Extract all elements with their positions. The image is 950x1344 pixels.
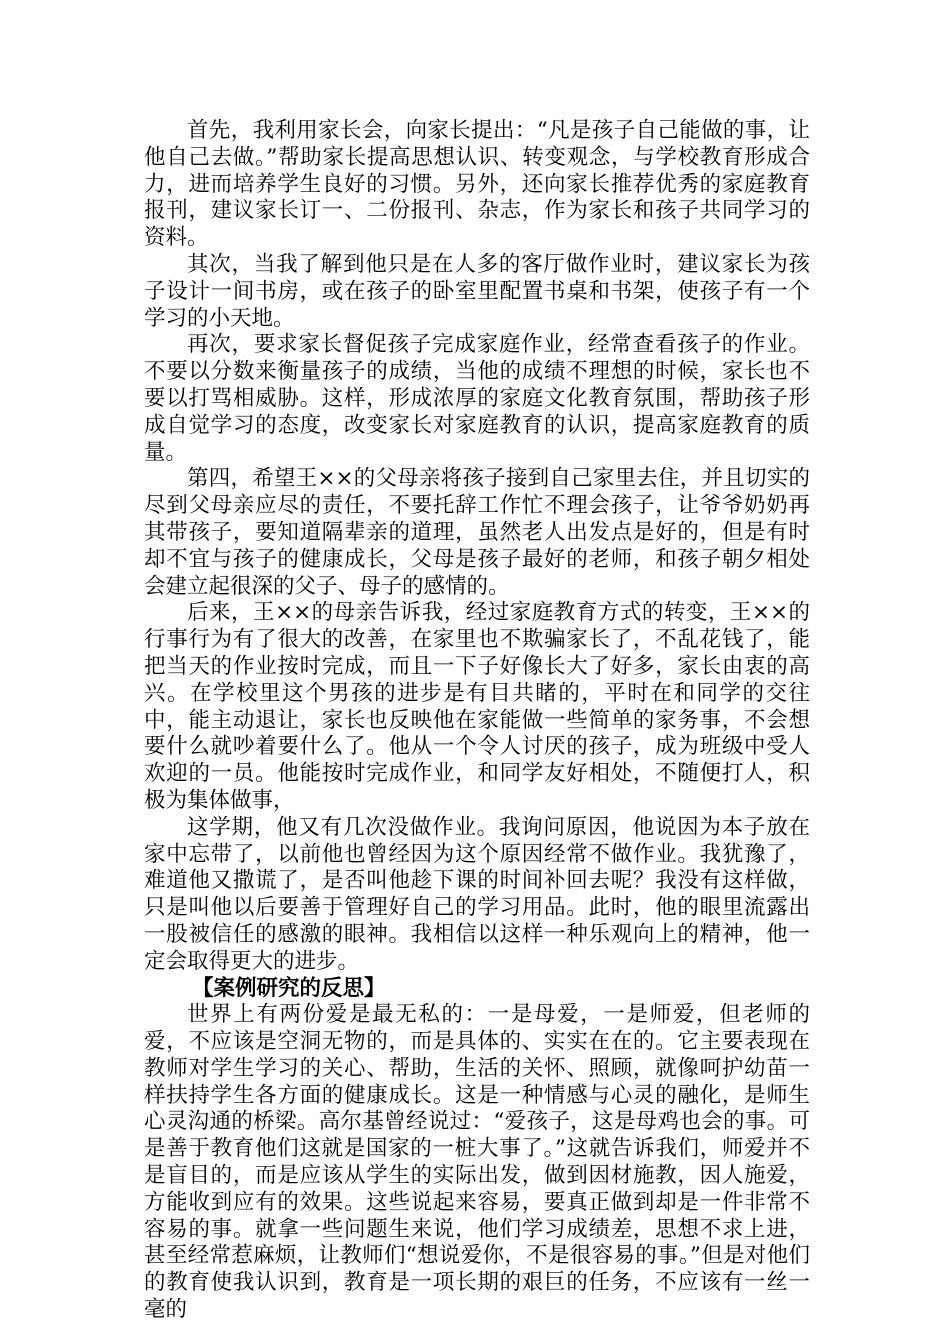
paragraph-fourth: 第四，希望王××的父母亲将孩子接到自己家里去住，并且切实的尽到父母亲应尽的责任，不要托辞工作忙不理会孩子，让爷爷奶奶再其带孩子，要知道隔辈亲的道理，虽然老人出发点是好的，但是有时却不宜与孩子的健康成长，父母是孩子最好的老师，和孩子朝夕相处会建立起很深的父子、母子的感情的。: [144, 466, 810, 599]
section-heading: 【案例研究的反思】: [192, 975, 386, 1001]
paragraph-first: 首先，我利用家长会，向家长提出：“凡是孩子自己能做的事，让他自己去做。”帮助家长提高思想认识、转变观念，与学校教育形成合力，进而培养学生良好的习惯。另外，还向家长推荐优秀的家庭教育报刊，建议家长订一、二份报刊、杂志，作为家长和孩子共同学习的资料。: [144, 118, 810, 251]
paragraph-second: 其次，当我了解到他只是在人多的客厅做作业时，建议家长为孩子设计一间书房，或在孩子的卧室里配置书桌和书架，使孩子有一个学习的小天地。: [144, 251, 810, 331]
paragraph-later: 后来，王××的母亲告诉我，经过家庭教育方式的转变，王××的行事行为有了很大的改善，在家里也不欺骗家长了，不乱花钱了，能把当天的作业按时完成，而且一下子好像长大了好多，家长由衷的高兴。在学校里这个男孩的进步是有目共睹的，平时在和同学的交往中，能主动退让，家长也反映他在家能做一些简单的家务事，不会想要什么就吵着要什么了。他从一个令人讨厌的孩子，成为班级中受人欢迎的一员。他能按时完成作业，和同学友好相处，不随便打人，积极为集体做事，: [144, 600, 810, 813]
paragraph-reflection: 世界上有两份爱是最无私的：一是母爱，一是师爱，但老师的爱，不应该是空洞无物的，而是具体的、实实在在的。它主要表现在教师对学生学习的关心、帮助，生活的关怀、照顾，就像呵护幼苗一样扶持学生各方面的健康成长。这是一种情感与心灵的融化，是师生心灵沟通的桥梁。高尔基曾经说过：“爱孩子，这是母鸡也会的事。可是善于教育他们这就是国家的一桩大事了。”这就告诉我们，师爱并不是盲目的，而是应该从学生的实际出发，做到因材施教，因人施爱，方能收到应有的效果。这些说起来容易，要真正做到却是一件非常不容易的事。就拿一些问题生来说，他们学习成绩差，思想不求上进，甚至经常惹麻烦，让教师们“想说爱你，不是很容易的事。”但是对他们的教育使我认识到，教育是一项长期的艰巨的任务，不应该有一丝一毫的: [144, 1002, 810, 1323]
paragraph-third: 再次，要求家长督促孩子完成家庭作业，经常查看孩子的作业。不要以分数来衡量孩子的成绩，当他的成绩不理想的时候，家长也不要以打骂相威胁。这样，形成浓厚的家庭文化教育氛围，帮助孩子形成自觉学习的态度，改变家长对家庭教育的认识，提高家庭教育的质量。: [144, 332, 810, 465]
document-page: [144, 118, 810, 1324]
paragraph-this-term: 这学期，他又有几次没做作业。我询问原因，他说因为本子放在家中忘带了，以前他也曾经因为这个原因经常不做作业。我犹豫了，难道他又撒谎了，是否叫他趁下课的时间补回去呢？我没有这样做，只是叫他以后要善于管理好自己的学习用品。此时，他的眼里流露出一股被信任的感激的眼神。我相信以这样一种乐观向上的精神，他一定会取得更大的进步。: [144, 814, 810, 974]
